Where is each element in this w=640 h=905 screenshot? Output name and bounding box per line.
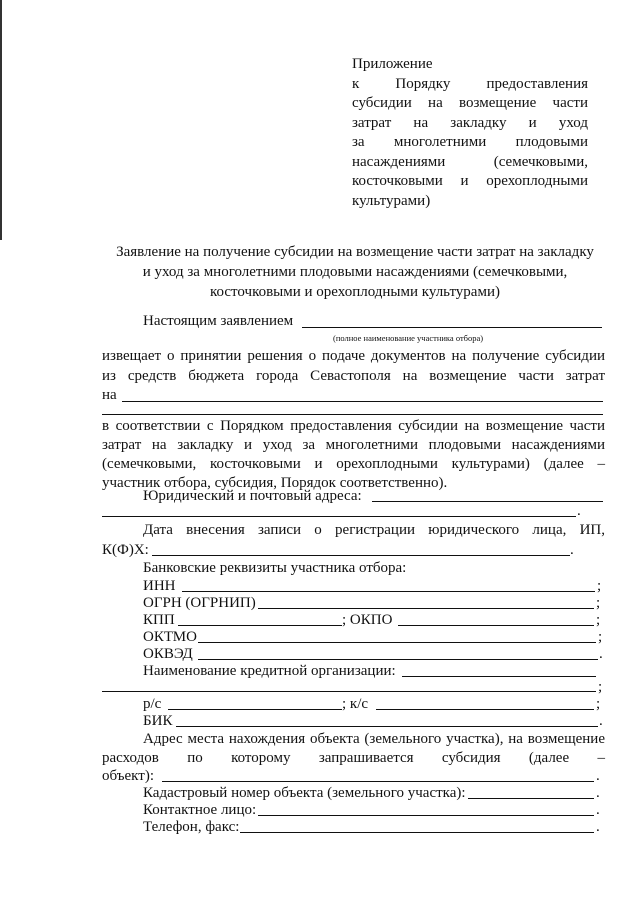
accordance-line: участник отбора, субсидия, Порядок соответственно). [102,475,448,491]
contact-field[interactable] [258,815,594,816]
rs-label: р/с [143,696,162,712]
phone-field[interactable] [240,832,594,833]
ogrn-label: ОГРН (ОГРНИП) [143,595,256,611]
purpose-field-continued[interactable] [102,414,603,415]
object-line: Адрес места нахождения объекта (земельного участка), на возмещение [143,731,605,747]
ogrn-field[interactable] [258,608,594,609]
okved-period: . [599,646,603,662]
okved-label: ОКВЭД [143,646,193,662]
cadastral-field[interactable] [468,798,594,799]
contact-label: Контактное лицо: [143,802,257,818]
credit-org-field-continued[interactable] [102,691,596,692]
address-field-continued[interactable] [102,516,576,517]
bank-heading: Банковские реквизиты участника отбора: [143,560,407,576]
okpo-label: ; ОКПО [342,612,393,628]
participant-name-hint: (полное наименование участника отбора) [333,333,484,343]
appendix-line: насаждениями (семечковыми, [352,153,588,170]
intro-label: Настоящим заявлением [143,313,294,329]
ks-label: ; к/с [342,696,369,712]
cadastral-period: . [596,785,600,801]
registration-date-field[interactable] [152,555,570,556]
appendix-line: затрат на закладку и уход [352,114,588,131]
bik-label: БИК [143,713,173,729]
credit-org-semicolon: ; [598,679,603,695]
registration-kfh: К(Ф)Х: [102,542,149,558]
bik-field[interactable] [176,726,598,727]
object-period: . [596,768,600,784]
phone-period: . [596,819,600,835]
contact-period: . [596,802,600,818]
registration-line: Дата внесения записи о регистрации юридического лица, ИП, [143,522,605,538]
appendix-line: косточковыми и орехоплодными [352,173,588,189]
credit-org-field[interactable] [402,676,596,677]
inn-field[interactable] [182,591,595,592]
accordance-line: (семечковыми, косточковыми и орехоплодными культурами) (далее – [102,456,605,472]
scan-edge-line [0,0,2,240]
accordance-line: затрат на закладку и уход за многолетними плодовыми насаждениями [102,437,605,453]
phone-label: Телефон, факс: [143,819,240,835]
okpo-semicolon: ; [596,612,601,628]
oktmo-label: ОКТМО [143,629,197,645]
kpp-field[interactable] [178,625,342,626]
notice-line: из средств бюджета города Севастополя на возмещение части затрат [102,368,605,384]
bik-period: . [599,713,603,729]
ks-semicolon: ; [596,696,601,712]
appendix-line: субсидии на возмещение части [352,95,588,111]
purpose-field[interactable] [122,401,603,402]
address-period: . [577,503,581,519]
okpo-field[interactable] [398,625,594,626]
notice-line: извещает о принятии решения о подаче документов на получение субсидии [102,348,605,364]
oktmo-field[interactable] [198,642,596,643]
registration-period: . [570,542,574,558]
document-title [100,242,610,302]
appendix-line: за многолетними плодовыми [352,134,588,150]
rs-field[interactable] [168,709,342,710]
address-label: Юридический и почтовый адреса: [143,488,362,504]
object-address-field[interactable] [162,781,594,782]
title-line: косточковыми и орехоплодными культурами) [210,284,500,300]
notice-na: на [102,387,117,403]
appendix-line: Приложение [352,56,433,72]
inn-semicolon: ; [597,578,602,594]
address-field[interactable] [372,501,603,502]
object-line: расходов по которому запрашивается субсидия (далее – [102,750,605,766]
inn-label: ИНН [143,578,176,594]
ogrn-semicolon: ; [596,595,601,611]
participant-name-field[interactable] [302,327,602,328]
appendix-block [352,55,588,211]
okved-field[interactable] [198,659,598,660]
kpp-label: КПП [143,612,175,628]
object-label: объект): [102,768,154,784]
title-line: и уход за многолетними плодовыми насаждениями (семечковыми, [142,264,568,280]
appendix-line: культурами) [352,192,431,209]
ks-field[interactable] [376,709,594,710]
credit-org-label: Наименование кредитной организации: [143,663,396,679]
appendix-line: к Порядку предоставления [352,75,588,92]
cadastral-label: Кадастровый номер объекта (земельного участка): [143,785,466,801]
accordance-line: в соответствии с Порядком предоставления субсидии на возмещение части [102,418,605,434]
oktmo-semicolon: ; [598,629,603,645]
title-line: Заявление на получение субсидии на возмещение части затрат на закладку [116,244,594,260]
